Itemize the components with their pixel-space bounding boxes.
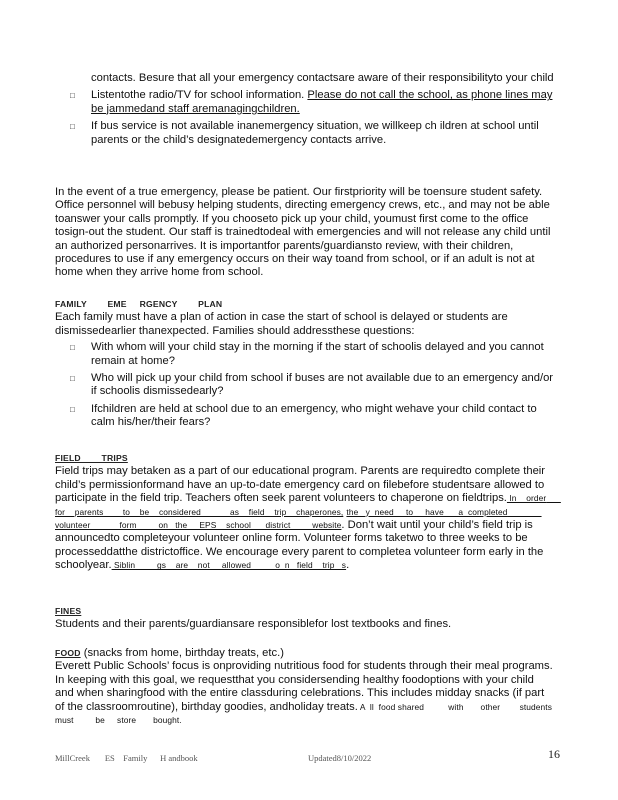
bullet-underlined-text: Please do not call the school, as phone lines may be jammedand staff aremanagingchildren. xyxy=(91,89,553,115)
bullet-icon: □ xyxy=(70,343,75,353)
field-trips-small-c: Siblin gs are not allowed o n field trip s xyxy=(111,560,347,571)
emergency-paragraph-text: In the event of a true emergency, please be patient. Our firstpriority will be toensure student safety. Office personnel will bebusy helping students, directing emergency crews, etc., and may not be able toanswer your calls promptly. If you chooseto pick up your child, youmust first come to the office tosign-out the student. Our staff is trainedtodeal with emergencies and will not release any child until an authorized personarrives. It is importantfor parents/guardiansto review, with their children, procedures to use if any emergency occurs on their way toand from school, or if an adult is not at home when they arrive home from school. xyxy=(55,186,551,279)
field-trips-text-b: . Don’t wait until your child’s field trip is announcedto completeyour volunteer online form. Volunteer forms taketwo to three weeks to be processeddatthe districtoffice. We encourage every parent to completea volunteer form early in the schoolyear. xyxy=(55,519,544,572)
bullet-icon: □ xyxy=(70,374,75,384)
food-heading: FOOD xyxy=(55,648,81,658)
family-plan-question xyxy=(55,403,555,430)
bullet-icon: □ xyxy=(70,91,75,101)
family-plan-heading: FAMILY EME RGENCY PLAN xyxy=(55,299,223,309)
footer-updated-date: Updated8/10/2022 xyxy=(308,753,372,763)
field-trips-text-a: Field trips may betaken as a part of our educational program. Parents are requiredto complete their child’s permissionformand have an up-to-date emergency card on filebefore studentsare allowed to participate in the field trip. Teachers often seek parent volunteers to chaperone on fieldtrips. xyxy=(55,465,546,505)
fines-text: Students and their parents/guardiansare responsiblefor lost textbooks and fines. xyxy=(55,618,452,631)
food-heading-row xyxy=(55,647,555,660)
field-trips-small-a: In order for parents to be considered as field trip chaperones, xyxy=(55,493,561,517)
bullet-text: Listentothe radio/TV for school information. xyxy=(91,89,308,102)
field-trips-end: . xyxy=(346,559,350,572)
food-text-main: Everett Public Schools’ focus is onproviding nutritious food for students through their meal programs. In keeping with this goal, we requestthat you considersending healthy foodoptions with your child and when sharingfood with the entire classduring celebrations. This includes midday snacks (if part of the classroomroutine), birthday goodies, andholiday treats. xyxy=(55,660,553,713)
question-text: With whom will your child stay in the morning if the start of schoolis delayed and you cannot remain at home? xyxy=(91,341,544,367)
bullet-item-bus xyxy=(55,120,555,147)
fines-heading: FINES xyxy=(55,606,82,616)
question-text: Ifchildren are held at school due to an emergency, who might wehave your child contact to calm his/her/their fears? xyxy=(91,402,537,429)
family-plan-question xyxy=(55,341,555,368)
emergency-bullets xyxy=(55,72,555,151)
family-emergency-plan-section xyxy=(55,298,555,434)
field-trips-small-b: the y need to have a completed volunteer form on the EPS school district website xyxy=(55,506,542,531)
footer-handbook-title: MillCreek ES Family H andbook xyxy=(55,753,198,763)
family-plan-intro: Each family must have a plan of action in case the start of school is delayed or students are dismissedearlier thanexpected. Families should addressthese questions: xyxy=(55,311,508,337)
bullet-continued-text: contacts. Besure that all your emergency contactsare aware of their responsibilityto your child xyxy=(91,72,554,84)
food-heading-suffix: (snacks from home, birthday treats, etc.) xyxy=(83,647,284,659)
question-text: Who will pick up your child from school if buses are not available due to an emergency and/or if schoolis dismissedearly? xyxy=(91,372,554,398)
emergency-paragraph xyxy=(55,186,555,280)
bullet-text: If bus service is not available inanemergency situation, we willkeep ch ildren at school until parents or the child’s designatedemergency contacts arrive. xyxy=(91,120,539,146)
food-text xyxy=(55,660,584,727)
field-trips-section xyxy=(55,452,561,573)
bullet-icon: □ xyxy=(70,404,75,414)
bullet-icon: □ xyxy=(70,122,75,132)
page-number: 16 xyxy=(548,747,560,761)
food-text-small: A ll food shared with other students must be store bought. xyxy=(55,701,584,726)
bullet-item-radio xyxy=(55,89,555,116)
fines-section xyxy=(55,605,555,632)
food-section xyxy=(55,647,584,727)
family-plan-question xyxy=(55,372,555,399)
field-trips-text xyxy=(55,465,561,572)
field-trips-heading: FIELD TRIPS xyxy=(55,453,128,463)
